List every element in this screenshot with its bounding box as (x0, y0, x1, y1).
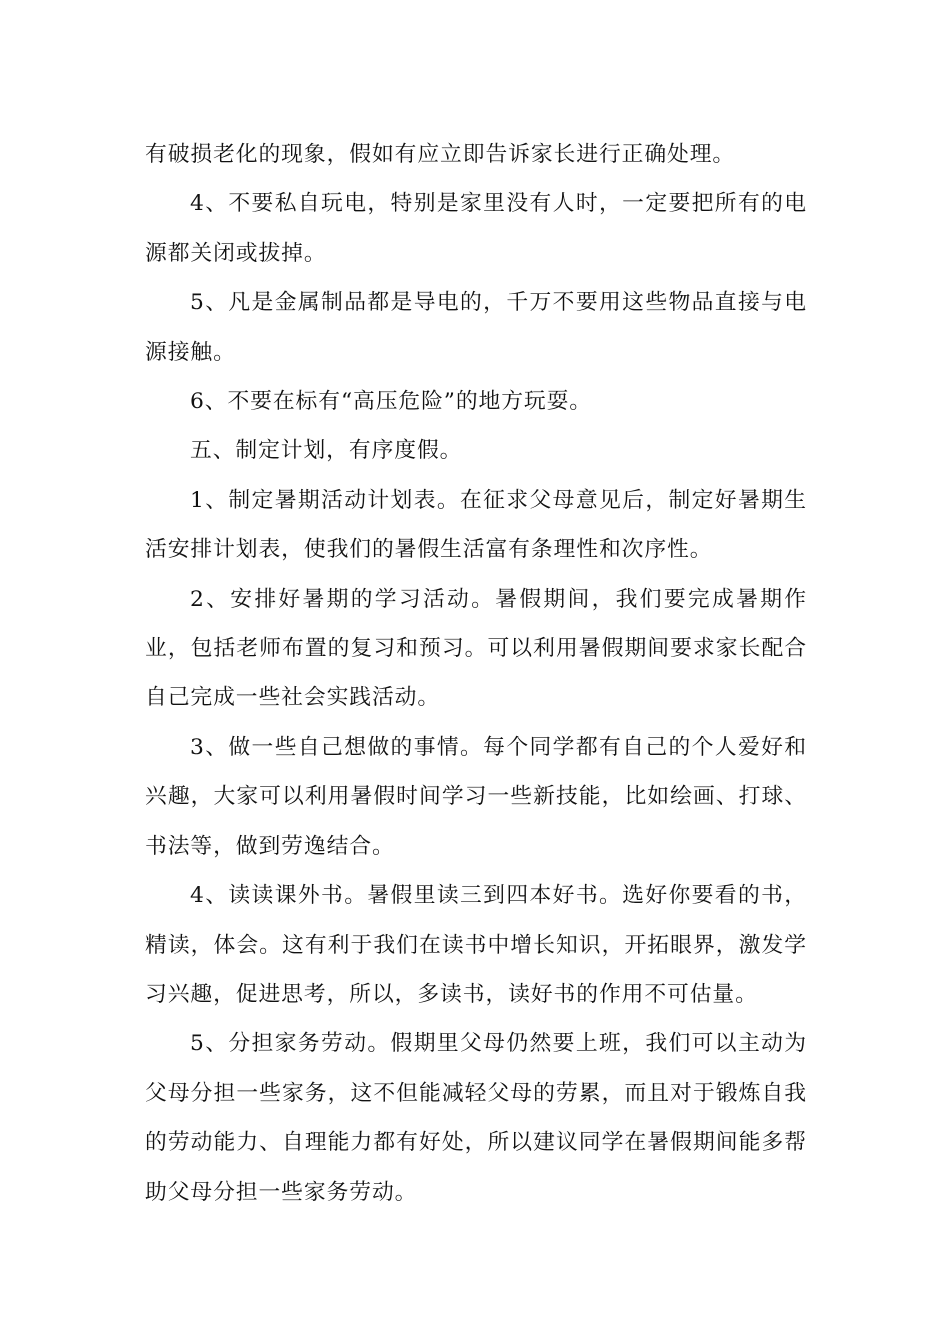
paragraph-electric-safety-6: 6、不要在标有“高压危险”的地方玩耍。 (190, 389, 593, 415)
paragraph-plan-5: 5、分担家务劳动。假期里父母仍然要上班，我们可以主动为父母分担一些家务，这不但能减轻父母的劳累，而且对于锻炼自我的劳动能力、自理能力都有好处，所以建议同学在暑假期间能多帮助父母分担一些家务劳动。 (145, 1031, 807, 1205)
paragraph-plan-3: 3、做一些自己想做的事情。每个同学都有自己的个人爱好和兴趣，大家可以利用暑假时间学习一些新技能，比如绘画、打球、书法等，做到劳逸结合。 (145, 734, 807, 859)
paragraph-plan-1: 1、制定暑期活动计划表。在征求父母意见后，制定好暑期生活安排计划表，使我们的暑假生活富有条理性和次序性。 (145, 487, 807, 563)
paragraph-electric-safety-5: 5、凡是金属制品都是导电的，千万不要用这些物品直接与电源接触。 (145, 290, 807, 365)
paragraph-plan-4: 4、读读课外书。暑假里读三到四本好书。选好你要看的书，精读，体会。这有利于我们在读书中增长知识，开拓眼界，激发学习兴趣，促进思考，所以，多读书，读好书的作用不可估量。 (145, 883, 807, 1007)
paragraph-electric-safety-4: 4、不要私自玩电，特别是家里没有人时，一定要把所有的电源都关闭或拔掉。 (145, 191, 807, 266)
paragraph-continuation: 有破损老化的现象，假如有应立即告诉家长进行正确处理。 (145, 142, 736, 167)
paragraph-plan-2: 2、安排好暑期的学习活动。暑假期间，我们要完成暑期作业，包括老师布置的复习和预习。可以利用暑假期间要求家长配合自己完成一些社会实践活动。 (145, 586, 807, 711)
document-body (145, 130, 807, 1217)
section-heading-plan: 五、制定计划，有序度假。 (190, 438, 463, 464)
